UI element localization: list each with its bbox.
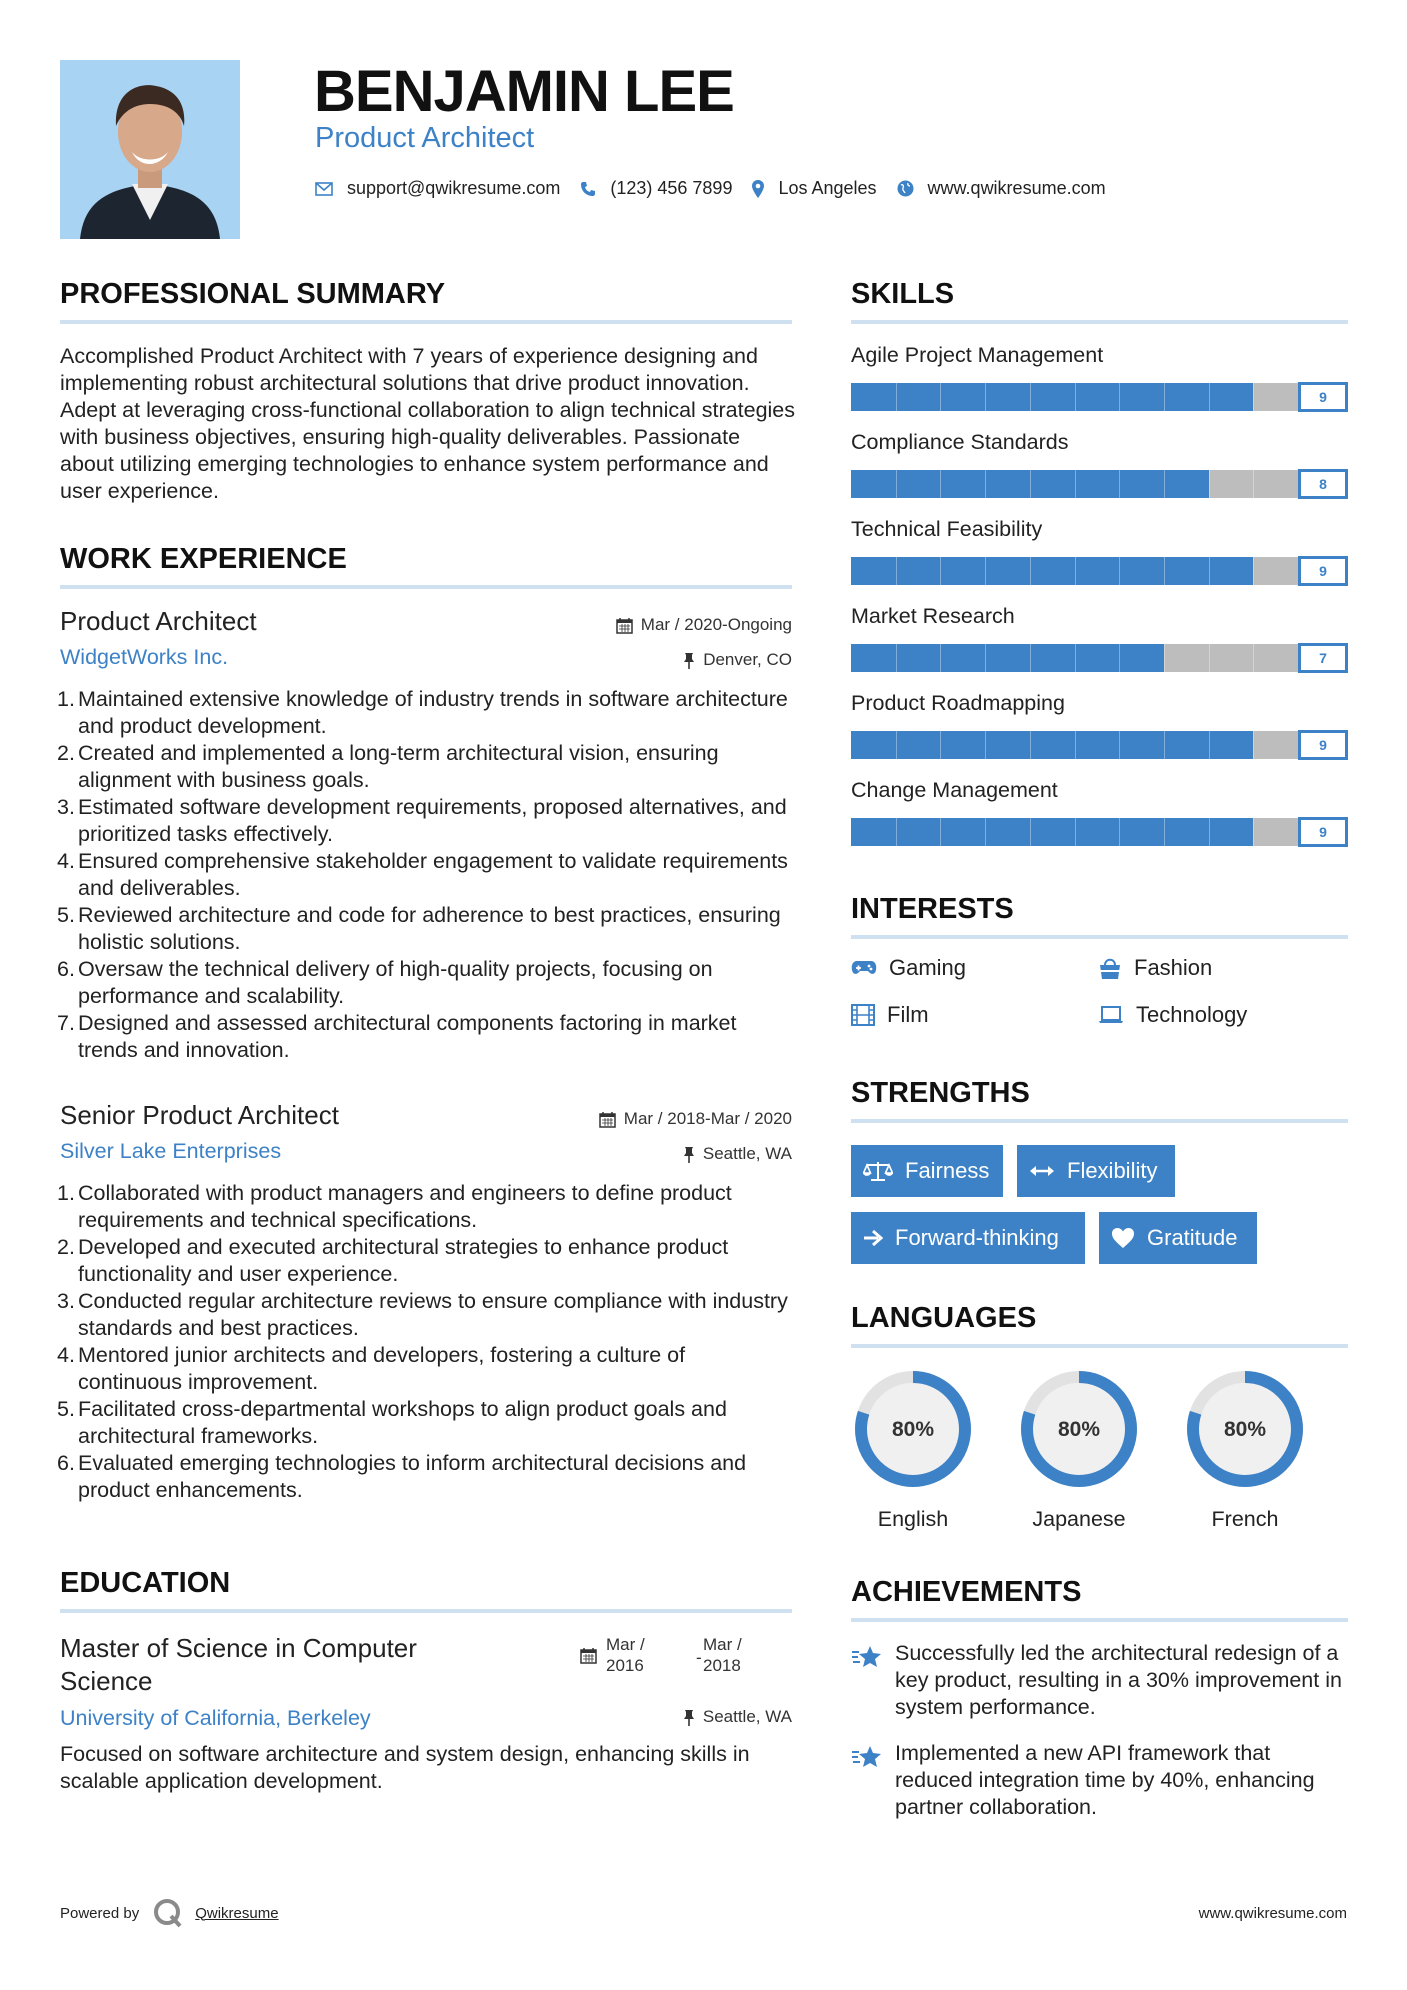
job-dates: [599, 1109, 792, 1129]
qwikresume-logo-icon: [153, 1898, 183, 1928]
skill-bar-divider: [1030, 818, 1031, 846]
bullet-text: Developed and executed architectural strategies to enhance product functionality and user experience.: [78, 1235, 729, 1286]
skill-bar-divider: [896, 383, 897, 411]
interests-rule: [851, 935, 1348, 939]
bullet-text: Created and implemented a long-term architectural vision, ensuring alignment with business goals.: [78, 741, 719, 792]
strength-fairness: [851, 1145, 1003, 1197]
skill-bar-divider: [985, 818, 986, 846]
skill-bar-divider: [1164, 383, 1165, 411]
bullet-item: 4. Ensured comprehensive stakeholder engagement to validate requirements and deliverables.: [57, 849, 788, 900]
profile-photo: [60, 60, 240, 239]
skill-bar: [851, 383, 1348, 411]
skills-heading: SKILLS: [851, 278, 955, 310]
skill-bar: [851, 557, 1348, 585]
contact-phone[interactable]: [580, 178, 732, 199]
email-text: support@qwikresume.com: [347, 178, 561, 198]
pushpin-icon: [683, 652, 695, 669]
language-ring: [851, 1367, 975, 1491]
skill-bar-divider: [1209, 818, 1210, 846]
skill-bar-divider: [1119, 557, 1120, 585]
bullet-text: Oversaw the technical delivery of high-quality projects, focusing on performance and scalability.: [78, 957, 713, 1008]
skill-bar-divider: [1030, 470, 1031, 498]
education-entry: [60, 1632, 792, 1832]
skill-score: 7: [1298, 643, 1348, 673]
footer-site-link[interactable]: www.qwikresume.com: [1198, 1905, 1347, 1922]
skill-bar-divider: [1253, 731, 1254, 759]
strength-label: Gratitude: [1147, 1225, 1238, 1250]
skill-bar-divider: [940, 644, 941, 672]
envelope-icon: [315, 182, 333, 196]
skill-bar-divider: [1253, 557, 1254, 585]
candidate-name: BENJAMIN LEE: [314, 59, 734, 124]
contact-website[interactable]: [897, 178, 1106, 199]
skill-bar-fill: [851, 731, 1253, 759]
achievements-rule: [851, 1618, 1348, 1622]
language-item: [1183, 1367, 1307, 1532]
job-location-text: Seattle, WA: [702, 1144, 792, 1163]
skill-bar-divider: [1253, 818, 1254, 846]
skill-bar-divider: [1030, 731, 1031, 759]
skill-bar-divider: [1119, 383, 1120, 411]
job-dates: [616, 615, 792, 635]
skill-bar-divider: [940, 383, 941, 411]
skill-bar: [851, 644, 1348, 672]
language-item: [1017, 1367, 1141, 1532]
bullet-item: 1. Maintained extensive knowledge of industry trends in software architecture and product development.: [57, 687, 788, 738]
skill-bar-divider: [1164, 470, 1165, 498]
edu-location-text: Seattle, WA: [702, 1707, 792, 1726]
bullet-text: Mentored junior architects and developers, fostering a culture of continuous improvement.: [78, 1343, 686, 1394]
edu-end-month: Mar /: [703, 1635, 742, 1654]
contact-bar: [315, 178, 1126, 199]
edu-end-year: 2018: [703, 1656, 741, 1675]
languages-heading: LANGUAGES: [851, 1302, 1037, 1334]
bullet-item: 7. Designed and assessed architectural components factoring in market trends and innovation.: [57, 1011, 737, 1062]
skill-bar-divider: [1253, 383, 1254, 411]
job-dates-text: Mar / 2018-Mar / 2020: [623, 1109, 792, 1128]
skill-bar-divider: [1075, 644, 1076, 672]
achievement-item: [851, 1740, 1351, 1821]
language-ring: [1183, 1367, 1307, 1491]
bullet-text: Evaluated emerging technologies to inform architectural decisions and product enhancements.: [78, 1451, 747, 1502]
skill-bar-divider: [1209, 383, 1210, 411]
summary-heading: PROFESSIONAL SUMMARY: [60, 278, 446, 310]
skill-bar-divider: [1030, 383, 1031, 411]
school-name: University of California, Berkeley: [60, 1706, 371, 1730]
job-entry: [57, 1100, 792, 1504]
edu-start-date: [606, 1634, 645, 1676]
job-bullets: [57, 686, 792, 1064]
bullet-text: Facilitated cross-departmental workshops to align product goals and architectural frameworks.: [78, 1397, 727, 1448]
footer-powered-by: [60, 1898, 279, 1928]
calendar-icon: [599, 1111, 616, 1128]
skill-bar-divider: [985, 731, 986, 759]
skill-bar-fill: [851, 383, 1253, 411]
skill-bar-divider: [940, 731, 941, 759]
skill-bar-divider: [1119, 731, 1120, 759]
interest-label: Technology: [1136, 1002, 1248, 1027]
bullet-item: 5. Reviewed architecture and code for adherence to best practices, ensuring holistic solutions.: [57, 903, 781, 954]
website-text: www.qwikresume.com: [927, 178, 1106, 198]
achievement-item: [851, 1640, 1351, 1721]
bullet-text: Maintained extensive knowledge of industry trends in software architecture and product development.: [78, 687, 788, 738]
skill-score: 9: [1298, 817, 1348, 847]
language-name: Japanese: [1032, 1507, 1126, 1531]
summary-text: Accomplished Product Architect with 7 years of experience designing and implementing robust architectural solutions that drive product innovation. Adept at leveraging cross-functional collaboration to align technical strategies with business objectives, ensuring high-quality deliverables. Passionate about utilizing emerging technologies to enhance system performance and user experience.: [60, 344, 796, 503]
bullet-text: Estimated software development requirements, proposed alternatives, and prioritized tasks effectively.: [78, 795, 787, 846]
education-heading: EDUCATION: [60, 1567, 231, 1599]
location-text: Los Angeles: [778, 178, 877, 198]
skill-bar-divider: [1164, 557, 1165, 585]
skill-bar-fill: [851, 557, 1253, 585]
language-ring: [1017, 1367, 1141, 1491]
skill-bar-divider: [1119, 644, 1120, 672]
job-company: WidgetWorks Inc.: [60, 645, 229, 669]
job-entry: [57, 606, 792, 1064]
skill-bar: [851, 818, 1348, 846]
strength-label: Fairness: [905, 1158, 990, 1183]
bullet-item: 2. Developed and executed architectural strategies to enhance product functionality and user experience.: [57, 1235, 729, 1286]
skill-bar: [851, 731, 1348, 759]
skill-bar-divider: [1253, 470, 1254, 498]
map-marker-icon: [752, 180, 764, 198]
skill-bar-divider: [1119, 470, 1120, 498]
achievement-text: Successfully led the architectural redesign of a key product, resulting in a 30% improvement in system performance.: [895, 1641, 1342, 1719]
award-star-icon: [851, 1644, 883, 1670]
degree-line: Master of Science in Computer: [60, 1633, 417, 1663]
globe-icon: [897, 180, 914, 197]
skill-bar-divider: [1209, 557, 1210, 585]
film-icon: [851, 1004, 875, 1026]
heart-icon: [1111, 1227, 1135, 1249]
calendar-icon: [580, 1647, 597, 1669]
skill-label: Technical Feasibility: [851, 517, 1043, 541]
strength-flexibility: [1017, 1145, 1175, 1197]
skill-bar-divider: [940, 557, 941, 585]
bullet-item: 6. Oversaw the technical delivery of high-quality projects, focusing on performance and scalability.: [57, 957, 713, 1008]
interest-label: Gaming: [889, 955, 967, 980]
experience-heading: WORK EXPERIENCE: [60, 543, 347, 575]
skill-bar-divider: [940, 818, 941, 846]
strengths-rule: [851, 1119, 1348, 1123]
gamepad-icon: [851, 960, 877, 976]
interest-technology: [1098, 1002, 1247, 1028]
skill-bar-divider: [1030, 557, 1031, 585]
skill-bar-divider: [1075, 557, 1076, 585]
skill-label: Change Management: [851, 778, 1058, 802]
powered-by-text: Powered by: [60, 1904, 140, 1922]
skill-label: Compliance Standards: [851, 430, 1069, 454]
pushpin-icon: [683, 1146, 695, 1163]
skill-bar-divider: [896, 731, 897, 759]
skill-bar-divider: [1209, 731, 1210, 759]
skill-bar-divider: [1075, 731, 1076, 759]
bullet-text: Collaborated with product managers and engineers to define product requirements and technical specifications.: [78, 1181, 732, 1232]
bullet-item: 6. Evaluated emerging technologies to inform architectural decisions and product enhancements.: [57, 1451, 747, 1502]
languages-rule: [851, 1344, 1348, 1348]
skill-bar-divider: [1209, 470, 1210, 498]
skill-bar-divider: [985, 557, 986, 585]
pushpin-icon: [683, 1709, 695, 1726]
calendar-icon: [616, 617, 633, 634]
interest-label: Fashion: [1134, 955, 1213, 980]
award-star-icon: [851, 1744, 883, 1770]
degree-line: Science: [60, 1666, 153, 1696]
skill-bar-divider: [1030, 644, 1031, 672]
job-bullets: [57, 1180, 792, 1504]
experience-rule: [60, 585, 792, 589]
skills-rule: [851, 320, 1348, 324]
bullet-text: Conducted regular architecture reviews to ensure compliance with industry standards and best practices.: [78, 1289, 788, 1340]
strength-label: Forward-thinking: [895, 1225, 1059, 1250]
bullet-item: 4. Mentored junior architects and developers, fostering a culture of continuous improvement.: [57, 1343, 686, 1394]
contact-email[interactable]: [315, 178, 560, 199]
balance-scale-icon: [863, 1160, 893, 1182]
skill-bar-divider: [1164, 818, 1165, 846]
arrows-horizontal-icon: [1029, 1164, 1055, 1178]
contact-location: [752, 178, 876, 199]
shopping-bag-icon: [1098, 956, 1122, 980]
interests-heading: INTERESTS: [851, 893, 1014, 925]
interest-film: [851, 1002, 929, 1028]
edu-location: [683, 1707, 792, 1727]
skill-label: Market Research: [851, 604, 1015, 628]
skill-bar-fill: [851, 644, 1164, 672]
skill-bar: [851, 470, 1348, 498]
degree-title: [60, 1632, 480, 1698]
skill-bar-divider: [1253, 644, 1254, 672]
edu-end-date: [703, 1634, 742, 1676]
bullet-item: 3. Conducted regular architecture reviews to ensure compliance with industry standards and best practices.: [57, 1289, 788, 1340]
skill-bar-divider: [896, 470, 897, 498]
bullet-item: 5. Facilitated cross-departmental workshops to align product goals and architectural frameworks.: [57, 1397, 727, 1448]
strengths-heading: STRENGTHS: [851, 1077, 1030, 1109]
skill-bar-divider: [896, 644, 897, 672]
laptop-icon: [1098, 1006, 1124, 1024]
language-percent: 80%: [891, 1418, 935, 1441]
interest-label: Film: [887, 1002, 929, 1027]
bullet-text: Ensured comprehensive stakeholder engagement to validate requirements and deliverables.: [78, 849, 788, 900]
edu-description: Focused on software architecture and system design, enhancing skills in scalable application development.: [60, 1742, 750, 1793]
achievements-heading: ACHIEVEMENTS: [851, 1576, 1082, 1608]
strength-gratitude: [1099, 1212, 1257, 1264]
skill-score: 9: [1298, 556, 1348, 586]
language-percent: 80%: [1223, 1418, 1267, 1441]
edu-start-month: Mar /: [606, 1635, 645, 1654]
strength-label: Flexibility: [1067, 1158, 1158, 1183]
skill-bar-divider: [1164, 644, 1165, 672]
achievement-text: Implemented a new API framework that reduced integration time by 40%, enhancing partner collaboration.: [895, 1741, 1315, 1819]
interest-gaming: [851, 955, 966, 981]
skill-bar-divider: [1164, 731, 1165, 759]
skill-label: Product Roadmapping: [851, 691, 1065, 715]
arrow-right-icon: [863, 1229, 883, 1247]
skill-label: Agile Project Management: [851, 343, 1104, 367]
skill-bar-divider: [896, 557, 897, 585]
skill-score: 9: [1298, 730, 1348, 760]
job-dates-text: Mar / 2020-Ongoing: [640, 615, 792, 634]
skill-bar-divider: [1075, 383, 1076, 411]
summary-rule: [60, 320, 792, 324]
skill-bar-divider: [985, 383, 986, 411]
qwikresume-link[interactable]: Qwikresume: [195, 1904, 279, 1922]
skill-bar-divider: [1209, 644, 1210, 672]
skill-bar-divider: [1075, 470, 1076, 498]
skill-bar-fill: [851, 818, 1253, 846]
edu-date-dash: -: [696, 1648, 702, 1667]
edu-start-year: 2016: [606, 1656, 644, 1675]
candidate-title: Product Architect: [315, 122, 535, 154]
language-name: French: [1211, 1507, 1279, 1531]
strength-forward-thinking: [851, 1212, 1085, 1264]
phone-icon: [580, 181, 596, 197]
skill-bar-divider: [896, 818, 897, 846]
skill-bar-divider: [1075, 818, 1076, 846]
skill-score: 9: [1298, 382, 1348, 412]
skill-bar-divider: [940, 470, 941, 498]
skill-score: 8: [1298, 469, 1348, 499]
bullet-text: Reviewed architecture and code for adherence to best practices, ensuring holistic solutions.: [78, 903, 781, 954]
job-location-text: Denver, CO: [703, 650, 792, 669]
phone-text: (123) 456 7899: [610, 178, 733, 198]
language-percent: 80%: [1057, 1418, 1101, 1441]
interest-fashion: [1098, 955, 1212, 981]
bullet-item: 3. Estimated software development requirements, proposed alternatives, and prioritized tasks effectively.: [57, 795, 787, 846]
job-location: [683, 650, 792, 670]
skill-bar-divider: [985, 470, 986, 498]
language-name: English: [877, 1507, 949, 1531]
bullet-item: 1. Collaborated with product managers and engineers to define product requirements and technical specifications.: [57, 1181, 732, 1232]
job-company: Silver Lake Enterprises: [60, 1139, 282, 1163]
bullet-text: Designed and assessed architectural components factoring in market trends and innovation.: [78, 1011, 737, 1062]
language-item: [851, 1367, 975, 1532]
skill-bar-divider: [985, 644, 986, 672]
job-location: [683, 1144, 792, 1164]
job-role: Product Architect: [60, 606, 257, 636]
job-role: Senior Product Architect: [60, 1100, 339, 1130]
bullet-item: 2. Created and implemented a long-term architectural vision, ensuring alignment with business goals.: [57, 741, 719, 792]
education-rule: [60, 1609, 792, 1613]
skill-bar-divider: [1119, 818, 1120, 846]
